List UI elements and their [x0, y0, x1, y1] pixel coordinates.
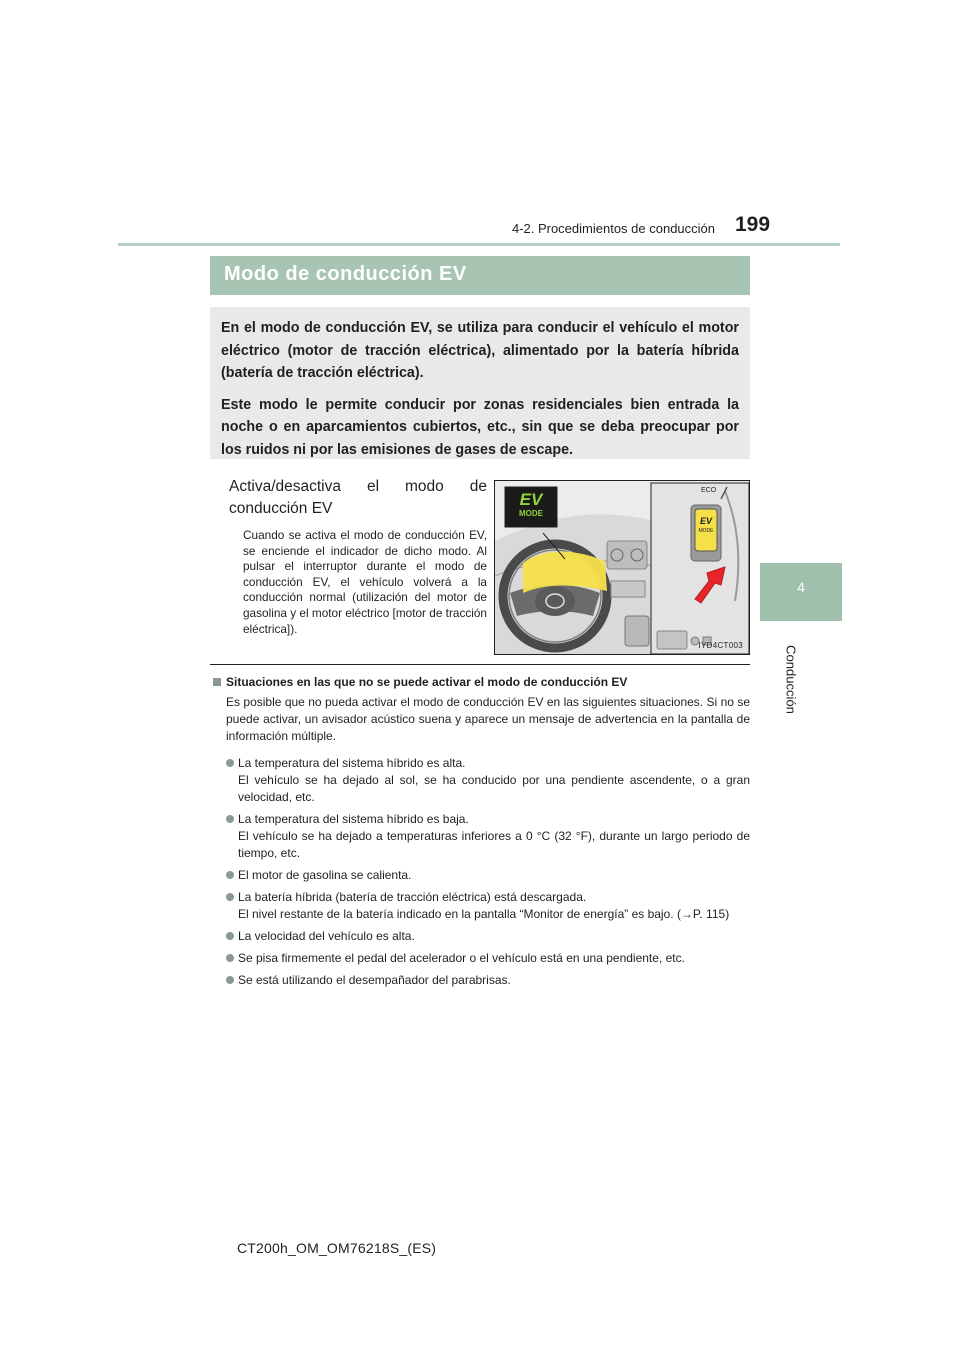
list-item-main: La velocidad del vehículo es alta. [238, 929, 415, 943]
list-item-main: Se está utilizando el desempañador del parabrisas. [238, 973, 511, 987]
intro-paragraph: En el modo de conducción EV, se utiliza para conducir el vehículo el motor eléctrico (motor de tracción eléctrica), alimentado por la batería híbrida (batería de tracción eléctrica). [221, 320, 739, 381]
eco-label: ECO [701, 487, 717, 494]
list-item [226, 972, 750, 989]
bullet-dot-icon [226, 815, 234, 823]
lead-title: Activa/desactiva el modo de conducción EV [229, 478, 487, 517]
list-item-detail: El vehículo se ha dejado a temperaturas inferiores a 0 °C (32 °F), durante un largo periodo de tiempo, etc. [238, 829, 750, 860]
situations-list [226, 755, 750, 994]
list-item [226, 811, 750, 862]
running-header-section: 4-2. Procedimientos de conducción [511, 221, 715, 236]
list-item-detail: El nivel restante de la batería indicado en la pantalla “Monitor de energía” es bajo. (→P. 115) [238, 907, 730, 921]
list-item [226, 755, 750, 806]
chapter-label: Conducción [783, 645, 799, 714]
intro-paragraph: Este modo le permite conducir por zonas residenciales bien entrada la noche o en aparcamientos cubiertos, etc., sin que se deba preocupar por los ruidos ni por las emisiones de gases de escape. [221, 396, 739, 458]
bullet-dot-icon [226, 759, 234, 767]
ev-indicator-sub: MODE [519, 509, 543, 518]
ev-button-label: EV [699, 516, 712, 526]
intro-box [210, 307, 750, 459]
section-title: Modo de conducción EV [224, 263, 467, 285]
chapter-label-container [780, 628, 802, 748]
list-item [226, 867, 750, 884]
page-number: 199 [735, 213, 771, 236]
situations-title-text: Situaciones en las que no se puede activar el modo de conducción EV [226, 675, 628, 689]
chapter-tab [760, 563, 842, 621]
list-item [226, 928, 750, 945]
figure-code: IYD4CT003 [698, 641, 743, 650]
ev-mode-figure [494, 480, 750, 655]
list-item-main: El motor de gasolina se calienta. [238, 868, 412, 882]
document-code-footer: CT200h_OM_OM76218S_(ES) [237, 1240, 437, 1256]
square-bullet-icon [213, 678, 221, 686]
situations-intro: Es posible que no pueda activar el modo de conducción EV en las siguientes situaciones. Si no se puede activar, un avisador acústico suena y aparece un mensaje de advertencia en la pantalla de información múltiple. [226, 695, 750, 743]
list-item [226, 889, 750, 923]
ev-indicator-label: EV [519, 490, 543, 509]
bullet-dot-icon [226, 954, 234, 962]
bullet-dot-icon [226, 932, 234, 940]
section-title-bar [210, 256, 750, 295]
list-item-main: Se pisa firmemente el pedal del acelerador o el vehículo está en una pendiente, etc. [238, 951, 685, 965]
bullet-dot-icon [226, 976, 234, 984]
situations-title [213, 675, 627, 689]
list-item-main: La temperatura del sistema híbrido es baja. [238, 812, 469, 826]
list-item-detail: El vehículo se ha dejado al sol, se ha conducido por una pendiente ascendente, o a gran velocidad, etc. [238, 773, 750, 804]
bullet-dot-icon [226, 871, 234, 879]
list-item [226, 950, 750, 967]
header-rule [118, 243, 840, 246]
section-divider [210, 664, 750, 665]
lead-description: Cuando se activa el modo de conducción EV, se enciende el indicador de dicho modo. Al pulsar el interruptor durante el modo de conducción EV, el vehículo volverá a la conducción normal (utilización del motor de gasolina y el motor eléctrico [motor de tracción eléctrica]). [243, 528, 487, 636]
ev-button-sub: MODE [698, 528, 714, 534]
chapter-number: 4 [797, 579, 805, 595]
list-item-main: La batería híbrida (batería de tracción eléctrica) está descargada. [238, 890, 587, 904]
bullet-dot-icon [226, 893, 234, 901]
list-item-main: La temperatura del sistema híbrido es alta. [238, 756, 466, 770]
